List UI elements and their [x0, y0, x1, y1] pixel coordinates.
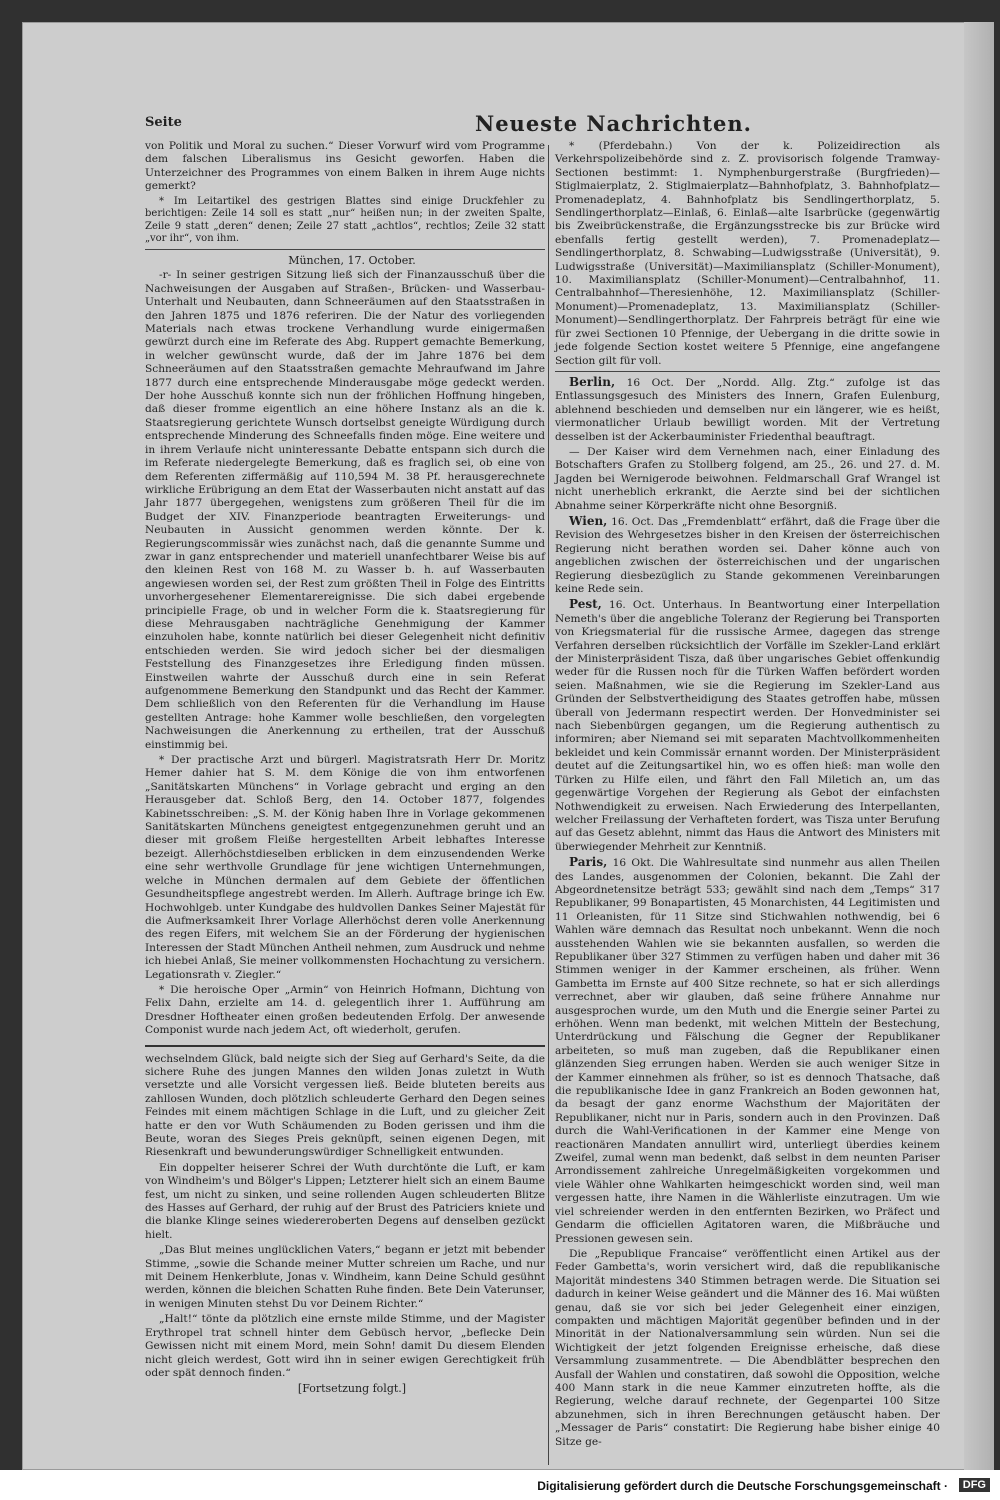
- feuilleton-paragraph: „Halt!“ tönte da plötzlich eine ernste milde Stimme, und der Magister Erythropel trat schnell hinter dem Gebüsch hervor, „beflecke Dein Gewissen nicht mit einem Mord, mein Sohn! damit Du diesem Elenden nicht gleich werdest, Gott wird ihn in seiner ewigen Gerechtigkeit früh oder spät dennoch finden.“: [145, 1313, 545, 1379]
- correction-note: * Im Leitartikel des gestrigen Blattes sind einige Druckfehler zu berichtigen: Zeile 14 soll es statt „nur“ heißen nun; in der zweiten Spalte, Zeile 9 statt „deren“ denen; Zeile 27 statt „achtlos“, rechtlos; Zeile 32 statt „vor ihr“, von ihm.: [145, 195, 545, 245]
- city-paris: Paris,: [569, 855, 608, 870]
- newspaper-title: Neueste Nachrichten.: [475, 111, 752, 136]
- article-paragraph: von Politik und Moral zu suchen.“ Dieser Vorwurf wird vom Programme dem falschen Liberalismus ins Gesicht geworfen. Haben die Unterzeichner des Programmes von einem Balken in ihrem Auge nichts gemerkt?: [145, 140, 545, 193]
- paris-text: 16 Okt. Die Wahlresultate sind nunmehr aus allen Theilen des Landes, ausgenommen der Colonien, bekannt. Die Zahl der Abgeordnetensitze beträgt 533; gewählt sind nach dem „Temps“ 317 Republikaner, 99 Bonapartisten, 45 Monarchisten, 44 Legitimisten und 11 Orleanisten, für 11 Sitze sind Stichwahlen nothwendig, bei 6 Wahlen wäre demnach das Resultat noch unbekannt. Wenn die noch ausstehenden Wahlen wie sie bekannten ausfallen, so werden die Republikaner über 327 Stimmen zu verfügen haben und daher mit 36 Stimmen weniger in der Kammer erscheinen, als früher. Wenn Gambetta im Ernste auf 400 Sitze rechnete, so hat er sich allerdings verrechnet, aber wir glauben, daß seine frühere Annahme nur ausgesprochen wurde, um den Muth und die Energie seiner Partei zu erhöhen. Wenn man bedenkt, mit welchen Mitteln der Bestechung, Unterdrückung und Fälschung die Gegner der Republikaner arbeiteten, so muß man zugeben, daß die Republikaner einen glänzenden Sieg errungen haben. Werden sie auch weniger Sitze in der Kammer einnehmen als früher, so ist es dennoch Thatsache, daß die republikanische Idee in ganz Frankreich an Boden gewonnen hat, da besagt der ganz enorme Wachsthum der Majoritäten der Republikaner, nicht nur in Paris, sondern auch in den Provinzen. Daß durch die Wahl-Verificationen in der Kammer eine Menge von reactionären Mandaten annullirt wird, unterliegt überdies keinem Zweifel, zumal wenn man bedenkt, daß selbst in dem neunten Pariser Arrondissement zahlreiche Unregelmäßigkeiten vorgekommen und viele Wähler ohne Wahlkarten heimgeschickt worden sind, weil man vergessen hatte, ihre Namen in die Wählerliste einzutragen. Um wie viel schreiender werden in den entfernten Bezirken, wo Präfect und Gendarm die officiellen Agitatoren waren, die Mißbräuche und Pressionen gewesen sein.: [555, 857, 940, 1245]
- pest-text: 16. Oct. Unterhaus. In Beantwortung einer Interpellation Nemeth's über die angebliche Toleranz der Regierung bei Transporten von Kriegsmaterial für die russische Armee, dagegen das strenge Verfahren derselben rücksichtlich der Vorfälle im Szekler-Land erklärt der Ministerpräsident Tisza, daß über ungarisches Gebiet offenkundig weder für die Russen noch für die Türken Waffen befördert worden seien. Maßnahmen, wie sie die Regierung im Szekler-Land aus Gründen der Selbstvertheidigung des Staates getroffen habe, müssen überall von Jedermann respectirt werden. Der Honvedminister sei nach Siebenbürgen gegangen, um die Regierung authentisch zu informiren; aber Niemand sei mit separaten Machtvollkommenheiten bekleidet und kein Commissär ernannt worden. Der Ministerpräsident deutet auf die Zeitungsartikel hin, wo es offen hieß: man wolle den Türken zu Hilfe eilen, und fährt den Fall Miletich an, um das gegenwärtige Vorgehen der Regierung als Gebot der einfachsten Nothwendigkeit zu erweisen. Nach Erwiederung des Interpellanten, welcher Freilassung der Verhafteten fordert, was Tisza unter Berufung auf das Gesetz ablehnt, nimmt das Haus die Antwort des Ministers mit überwiegender Mehrheit zur Kenntniß.: [555, 599, 940, 853]
- city-pest: Pest,: [569, 597, 602, 612]
- left-column: [145, 140, 545, 1398]
- city-wien: Wien,: [569, 513, 608, 528]
- feuilleton-paragraph: „Das Blut meines unglücklichen Vaters,“ begann er jetzt mit bebender Stimme, „sowie die Schande meiner Mutter schreien um Rache, und nur mit Deinem Henkerblute, Jonas v. Windheim, kann Deine Schuld gesühnt werden, können die bleichen Schatten Ruhe finden. Bete Dein Vaterunser, in wenigen Minuten stehst Du vor Deinem Richter.“: [145, 1244, 545, 1310]
- dfg-logo: DFG: [959, 1478, 990, 1492]
- article-paragraph: -r- In seiner gestrigen Sitzung ließ sich der Finanzausschuß über die Nachweisungen der Ausgaben auf Straßen-, Brücken- und Wasserbau-Unterhalt und Neubauten, dann Schneeräumen auf den Staatsstraßen in den Jahren 1875 und 1876 referiren. Die der Natur des vorliegenden Materials nach etwas trockene Verhandlung wurde einigermaßen gewürzt durch eine im Referate des Abg. Ruppert gemachte Bemerkung, in welcher gewünscht wurde, daß der im Jahre 1876 bei dem Schneeräumen auf den Staatsstraßen gemachte Mehraufwand im Jahre 1877 durch eine entsprechende Minderausgabe möge gedeckt werden. Der hohe Ausschuß konnte sich nun der fröhlichen Hoffnung hingeben, daß dieser fromme eigentlich an eine höhere Instanz als an die k. Staatsregierung gerichtete Wunsch dortselbst geneigte Würdigung durch entsprechende Minderung des Schneefalls finden möge. Eine weitere und in ihrem Verlaufe nicht uninteressante Debatte entspann sich durch die im Referate niedergelegte Bemerkung, daß es fraglich sei, ob eine von dem Referenten ziffermäßig auf 110,594 M. 38 Pf. herausgerechnete wirkliche Erübrigung an dem Etat der Wasserbauten nicht anstatt auf das Jahr 1877 übergegehen, wenigstens zum größeren Theil für die im Budget der XIV. Finanzperiode beantragten Erweiterungs- und Neubauten in Aussicht genommen werden könnte. Der k. Regierungscommissär wies zunächst nach, daß die genannte Summe und zwar in ganz entsprechender und materiell unanfechtbarer Weise bis auf den kleinen Rest von 168 M. zu Wasser b. h. auf Wasserbauten angewiesen worden sei, der Rest zum größten Theil in Folge des Eintritts unvorhergesehener Elementarereignisse. Die sich dabei ergebende principielle Frage, ob und in welcher Form die k. Staatsregierung für diese Mehrausgaben nachträgliche Genehmigung der Kammer einzuholen habe, konnte natürlich bei dieser Gelegenheit nicht definitiv entschieden werden. Sie wird jedoch sicher bei der diesmaligen Feststellung des Finanzgesetzes ihre Erledigung finden müssen. Einstweilen wahrte der Ausschuß durch eine in sein Referat aufgenommene Bemerkung den Standpunkt und das Recht der Kammer. Dem schließlich von den Referenten für die Verhandlung im Hause gestellten Antrage: hohe Kammer wolle beschließen, den vorgelegten Nachweisungen die Anerkennung zu ertheilen, trat der Ausschuß einstimmig bei.: [145, 269, 545, 751]
- right-column: [555, 140, 940, 1451]
- continuation-note: [Fortsetzung folgt.]: [297, 1382, 407, 1396]
- article-paragraph: * Die heroische Oper „Armin“ von Heinrich Hofmann, Dichtung von Felix Dahn, erzielte am 14. d. gelegentlich ihrer 1. Aufführung am Dresdner Hoftheater einen großen bedeutenden Erfolg. Der anwesende Componist wurde nach jedem Act, oft wiederholt, gerufen.: [145, 983, 545, 1037]
- berlin-text: 16 Oct. Der „Nordd. Allg. Ztg.“ zufolge ist das Entlassungsgesuch des Ministers des Innern, Grafen Eulenburg, ablehnend beschieden und demselben nur ein längerer, wie es heißt, viermonatlicher Urlaub bewilligt worden. Mit der Vertretung desselben ist der Ackerbauminister Friedenthal beauftragt.: [555, 376, 941, 443]
- page-edge: [964, 22, 994, 1470]
- article-paragraph: — Der Kaiser wird dem Vernehmen nach, einer Einladung des Botschafters Grafen zu Stollberg folgend, am 25., 26. und 27. d. M. Jagden bei Wernigerode beiwohnen. Feldmarschall Graf Wrangel ist nicht unerheblich erkrankt, die Aerzte sind bei der sichtlichen Abnahme seiner Körperkräfte nicht ohne Besorgniß.: [555, 445, 940, 512]
- city-berlin: Berlin,: [569, 374, 616, 389]
- feuilleton-paragraph: wechselndem Glück, bald neigte sich der Sieg auf Gerhard's Seite, da die sichere Ruhe des jungen Mannes den wilden Jonas zuletzt in Wuth versetzte und alle Vorsicht vergessen ließ. Beide bluteten bereits aus zahllosen Wunden, doch plötzlich schleuderte Gerhard den Degen seines Feindes mit einem mächtigen Schlage in die Luft, und zu gleicher Zeit hatte er den vor Wuth Schäumenden zu Boden gerissen und ihm die Beute, woran des Sieges Preis geknüpft, seinen eigenen Degen, mit Riesenkraft und bewunderungswürdiger Schnelligkeit entwunden.: [145, 1052, 545, 1159]
- column-divider: [548, 145, 549, 1465]
- news-item-wien: [555, 515, 940, 596]
- wien-text: 16. Oct. Das „Fremdenblatt“ erfährt, daß die Frage über die Revision des Wehrgesetzes bisher in den Kreisen der österreichischen Regierung nicht berathen worden sei. Daher könne auch von angeblichen zwischen der österreichischen und der ungarischen Regierung diesbezüglich zu Stande gekommenen Vereinbarungen keine Rede sein.: [555, 515, 940, 595]
- feuilleton-paragraph: Ein doppelter heiserer Schrei der Wuth durchtönte die Luft, er kam von Windheim's und Bölger's Lippen; Letzterer hielt sich an einem Baume fest, um nicht zu sinken, und seine rollenden Augen schleuderten Blitze des Hasses auf Gerhard, der ruhig auf der Brust des Patriciers kniete und die blanke Klinge seines wiedereroberten Degens auf denselben gezückt hielt.: [145, 1161, 545, 1241]
- digitization-footer: [0, 1470, 1000, 1500]
- news-item-pest: [555, 598, 940, 854]
- news-item-paris: [555, 856, 940, 1246]
- divider: [555, 371, 940, 372]
- article-paragraph: * (Pferdebahn.) Von der k. Polizeidirection als Verkehrspolizeibehörde sind z. Z. provisorisch folgende Tramway-Sectionen bestimmt: 1. Nymphenburgerstraße (Burgfrieden)—Stiglmaierplatz, 2. Stiglmaierplatz—Bahnhofplatz, 3. Bahnhofplatz—Promenadeplatz, 4. Bahnhofplatz bis Sendlingerthorplatz, 5. Sendlingerthorplatz—Einlaß, 6. Einlaß—alte Isarbrücke (gegenwärtig bis Zweibrückenstraße, die Ergänzungsstrecke bis zur Brücke wird ebenfalls fertig gestellt werden), 7. Promenadeplatz—Sendlingerthorplatz, 8. Schwabing—Ludwigsstraße (Universität), 9. Ludwigsstraße (Universität)—Maximiliansplatz (Schiller-Monument), 10. Maximiliansplatz (Schiller-Monument)—Centralbahnhof, 11. Centralbahnhof—Theresienhöhe, 12. Maximiliansplatz (Schiller-Monument)—Promenadeplatz, 13. Maximiliansplatz (Schiller-Monument)—Sendlingerthorplatz. Der Fahrpreis beträgt für eine wie für zwei Sectionen 10 Pfennige, der Uebergang in die dritte sowie in jede folgende Section kostet weitere 5 Pfennige, eine angefangene Section gilt für voll.: [555, 140, 940, 367]
- divider: [145, 249, 545, 250]
- feuilleton-divider: [145, 1045, 545, 1047]
- page-header: [145, 111, 950, 137]
- dateline: München, 17. October.: [288, 254, 416, 267]
- article-paragraph: Die „Republique Francaise“ veröffentlicht einen Artikel aus der Feder Gambetta's, worin versichert wird, daß die republikanische Majorität mindestens 340 Stimmen betragen werde. Die Situation sei dadurch in keiner Weise geändert und die Männer des 16. Mai wüßten genau, daß sie vor sich bei jeder Gelegenheit einer einzigen, compakten und mächtigen Majorität gegenüber befinden und in der Minorität in der Nationalversammlung sein würden. Nun sei die Wichtigkeit der jetzt folgenden Ereignisse erheische, daß diese Versammlung zusammentrete. — Die Abendblätter besprechen den Ausfall der Wahlen und constatiren, daß sowohl die Opposition, welche 400 Mann stark in die neue Kammer einzutreten hoffte, als die Regierung, welche darauf rechnete, der Gegenpartei 100 Sitze abzunehmen, sich in ihren Berechnungen getäuscht haben. Der „Messager de Paris“ constatirt: Die Regierung habe bisher einige 40 Sitze ge-: [555, 1247, 940, 1448]
- page-label: Seite: [145, 115, 182, 130]
- article-paragraph: * Der practische Arzt und bürgerl. Magistratsrath Herr Dr. Moritz Hemer dahier hat S. M. dem Könige die von ihm entworfenen „Sanitätskarten Münchens“ in Vorlage gebracht und erging an den Herausgeber dat. Schloß Berg, den 14. October 1877, folgendes Kabinetsschreiben: „S. M. der König haben Ihre in Vorlage gekommenen Sanitätskarten Münchens geneigtest entgegenzunehmen geruht und an dieser mit großem Fleiße hergestellten Arbeit lebhaftes Interesse bezeigt. Allerhöchstdieselben erblicken in dem einzusendenden Werke eine sehr werthvolle Grundlage für jene wichtigen Unternehmungen, welche in München dermalen auf dem Gebiete der öffentlichen Gesundheitspflege angestrebt werden. Im Allerh. Auftrage bringe ich Ew. Hochwohlgeb. unter Kundgabe des huldvollen Dankes Seiner Majestät für die Aufmerksamkeit Ihrer Vorlage Allerhöchst deren volle Anerkennung des regen Eifers, mit welchem Sie an der Förderung der hygienischen Interessen der Stadt München Antheil nehmen, zum Ausdruck und nehme ich hiebei Anlaß, Sie meiner vollkommensten Hochachtung zu versichern. Legationsrath v. Ziegler.“: [145, 754, 545, 981]
- funding-credit: Digitalisierung gefördert durch die Deutsche Forschungsgemeinschaft ·: [537, 1479, 948, 1493]
- news-item-berlin: [555, 376, 940, 444]
